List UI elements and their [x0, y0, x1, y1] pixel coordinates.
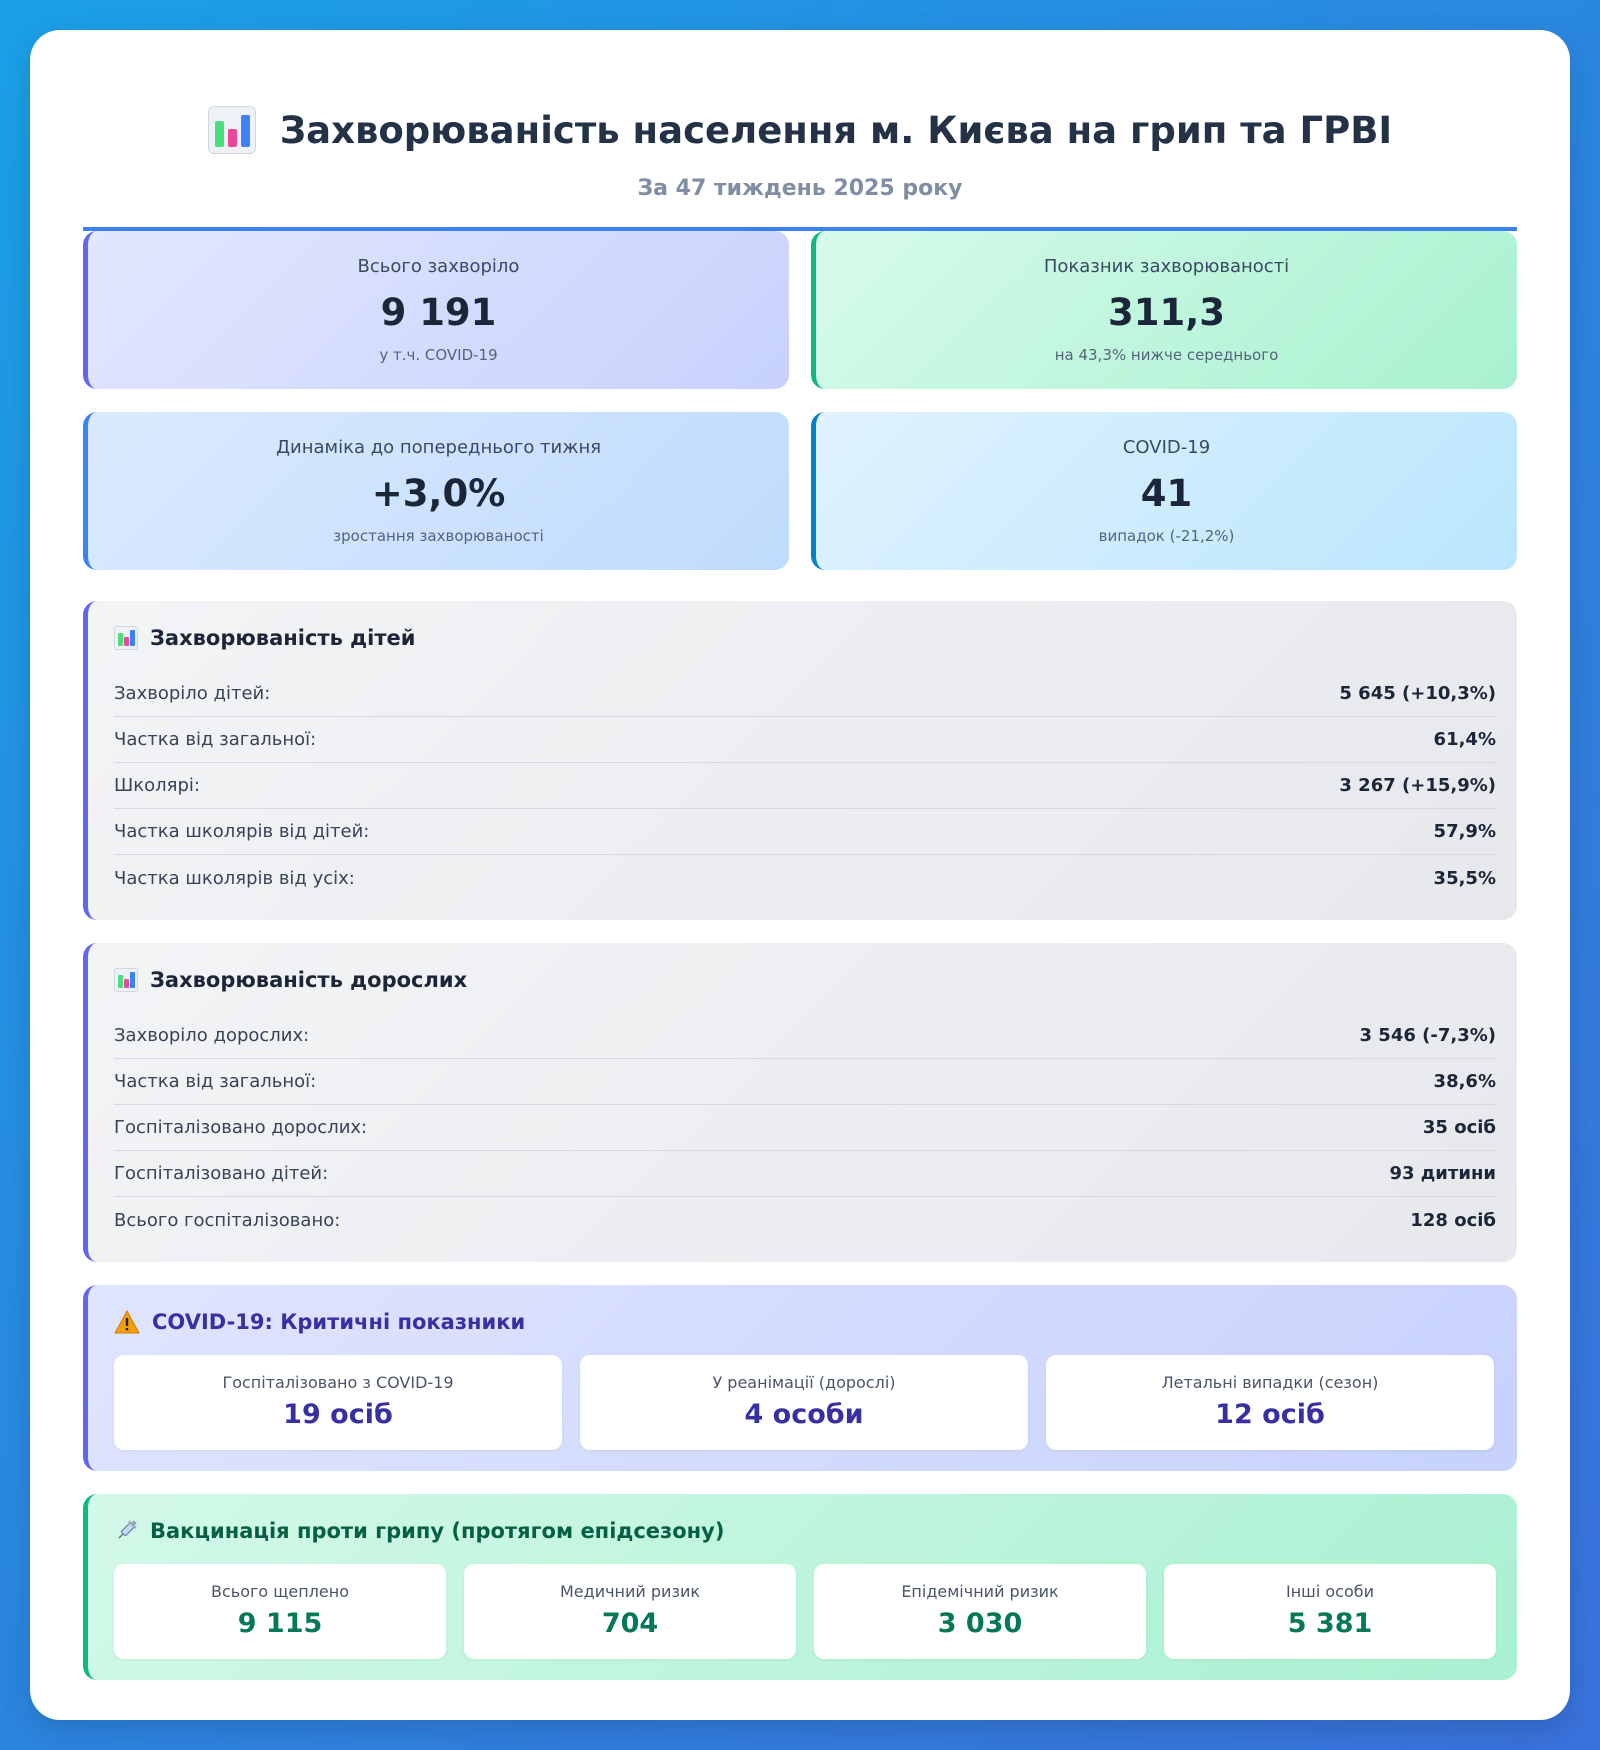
metric-value: 5 381 [1287, 1608, 1373, 1639]
row-value: 5 645 (+10,3%) [1339, 683, 1496, 704]
metric-value: 4 особи [744, 1399, 864, 1430]
row-value: 3 546 (-7,3%) [1359, 1025, 1496, 1046]
row-label: Частка школярів від усіх: [114, 867, 355, 889]
stat-card-total [83, 231, 789, 389]
vaccination-panel [83, 1494, 1517, 1680]
table-row [114, 717, 1496, 763]
metric-label: Медичний ризик [559, 1582, 701, 1601]
stat-card-covid [811, 412, 1517, 570]
panel-title-text: Вакцинація проти грипу (протягом епідсезону) [150, 1519, 725, 1543]
metric-value: 704 [601, 1608, 659, 1639]
table-row [114, 763, 1496, 809]
stat-label: Показник захворюваності [1043, 256, 1290, 277]
metric-label: Епідемічний ризик [901, 1582, 1059, 1601]
metric-label: Інші особи [1286, 1582, 1374, 1601]
adults-panel [83, 943, 1517, 1262]
main-card [30, 30, 1570, 1720]
row-value: 128 осіб [1410, 1209, 1496, 1231]
stat-sub: випадок (-21,2%) [1098, 527, 1235, 545]
vaccination-boxes [114, 1564, 1496, 1659]
covid-metric-box [580, 1355, 1028, 1450]
covid-boxes [114, 1355, 1494, 1450]
metric-value: 3 030 [937, 1608, 1023, 1639]
data-rows [114, 1013, 1496, 1243]
row-value: 93 дитини [1389, 1163, 1496, 1184]
bar-chart-icon [208, 106, 256, 154]
page-subtitle: За 47 тиждень 2025 року [637, 176, 963, 201]
metric-value: 19 осіб [283, 1399, 393, 1430]
row-value: 61,4% [1433, 729, 1496, 750]
table-row [114, 1197, 1496, 1243]
row-label: Всього госпіталізовано: [114, 1209, 341, 1231]
row-label: Госпіталізовано дорослих: [114, 1117, 368, 1138]
table-row [114, 809, 1496, 855]
covid-metric-box [114, 1355, 562, 1450]
metric-label: Госпіталізовано з COVID-19 [222, 1373, 454, 1392]
panel-title [114, 1310, 525, 1334]
table-row [114, 855, 1496, 901]
metric-label: Летальні випадки (сезон) [1161, 1373, 1379, 1392]
stat-card-dynamics [83, 412, 789, 570]
bar-chart-icon [114, 968, 138, 992]
stat-value: +3,0% [371, 472, 506, 515]
table-row [114, 671, 1496, 717]
row-label: Частка школярів від дітей: [114, 821, 370, 842]
panel-title [114, 1519, 724, 1543]
stat-sub: у т.ч. COVID-19 [379, 346, 498, 364]
row-value: 3 267 (+15,9%) [1339, 775, 1496, 796]
data-rows [114, 671, 1496, 901]
covid-critical-panel [83, 1285, 1517, 1471]
stat-value: 311,3 [1107, 291, 1226, 334]
row-label: Школярі: [114, 775, 200, 796]
table-row [114, 1151, 1496, 1197]
stat-label: Динаміка до попереднього тижня [275, 437, 602, 458]
row-value: 35,5% [1433, 867, 1496, 889]
stat-value: 9 191 [380, 291, 497, 334]
panel-title-text: COVID-19: Критичні показники [152, 1310, 526, 1334]
panel-title-text: Захворюваність дорослих [150, 968, 468, 992]
row-label: Захворіло дорослих: [114, 1025, 310, 1046]
panel-title [114, 626, 415, 650]
stat-label: COVID-19 [1122, 437, 1211, 458]
title-row [83, 106, 1517, 154]
vaccination-metric-box [814, 1564, 1146, 1659]
row-label: Частка від загальної: [114, 1071, 317, 1092]
row-label: Частка від загальної: [114, 729, 317, 750]
row-label: Госпіталізовано дітей: [114, 1163, 329, 1184]
warning-icon [114, 1310, 140, 1334]
vaccination-metric-box [1164, 1564, 1496, 1659]
row-label: Захворіло дітей: [114, 683, 271, 704]
panel-title [114, 968, 467, 992]
row-value: 38,6% [1433, 1071, 1496, 1092]
table-row [114, 1105, 1496, 1151]
stat-label: Всього захворіло [357, 256, 520, 277]
covid-metric-box [1046, 1355, 1494, 1450]
row-value: 35 осіб [1422, 1117, 1496, 1138]
page-header [83, 78, 1517, 231]
metric-label: У реанімації (дорослі) [712, 1373, 896, 1392]
vaccination-metric-box [464, 1564, 796, 1659]
page-title: Захворюваність населення м. Києва на грип та ГРВІ [279, 108, 1393, 152]
stat-sub: на 43,3% нижче середнього [1054, 346, 1279, 364]
row-value: 57,9% [1433, 821, 1496, 842]
bar-chart-icon [114, 626, 138, 650]
metric-label: Всього щеплено [211, 1582, 349, 1601]
table-row [114, 1059, 1496, 1105]
stat-sub: зростання захворюваності [333, 527, 544, 545]
stat-card-rate [811, 231, 1517, 389]
stat-value: 41 [1140, 472, 1193, 515]
children-panel [83, 601, 1517, 920]
metric-value: 9 115 [237, 1608, 323, 1639]
metric-value: 12 осіб [1215, 1399, 1325, 1430]
vaccination-metric-box [114, 1564, 446, 1659]
syringe-icon [114, 1519, 138, 1543]
panel-title-text: Захворюваність дітей [150, 626, 416, 650]
table-row [114, 1013, 1496, 1059]
